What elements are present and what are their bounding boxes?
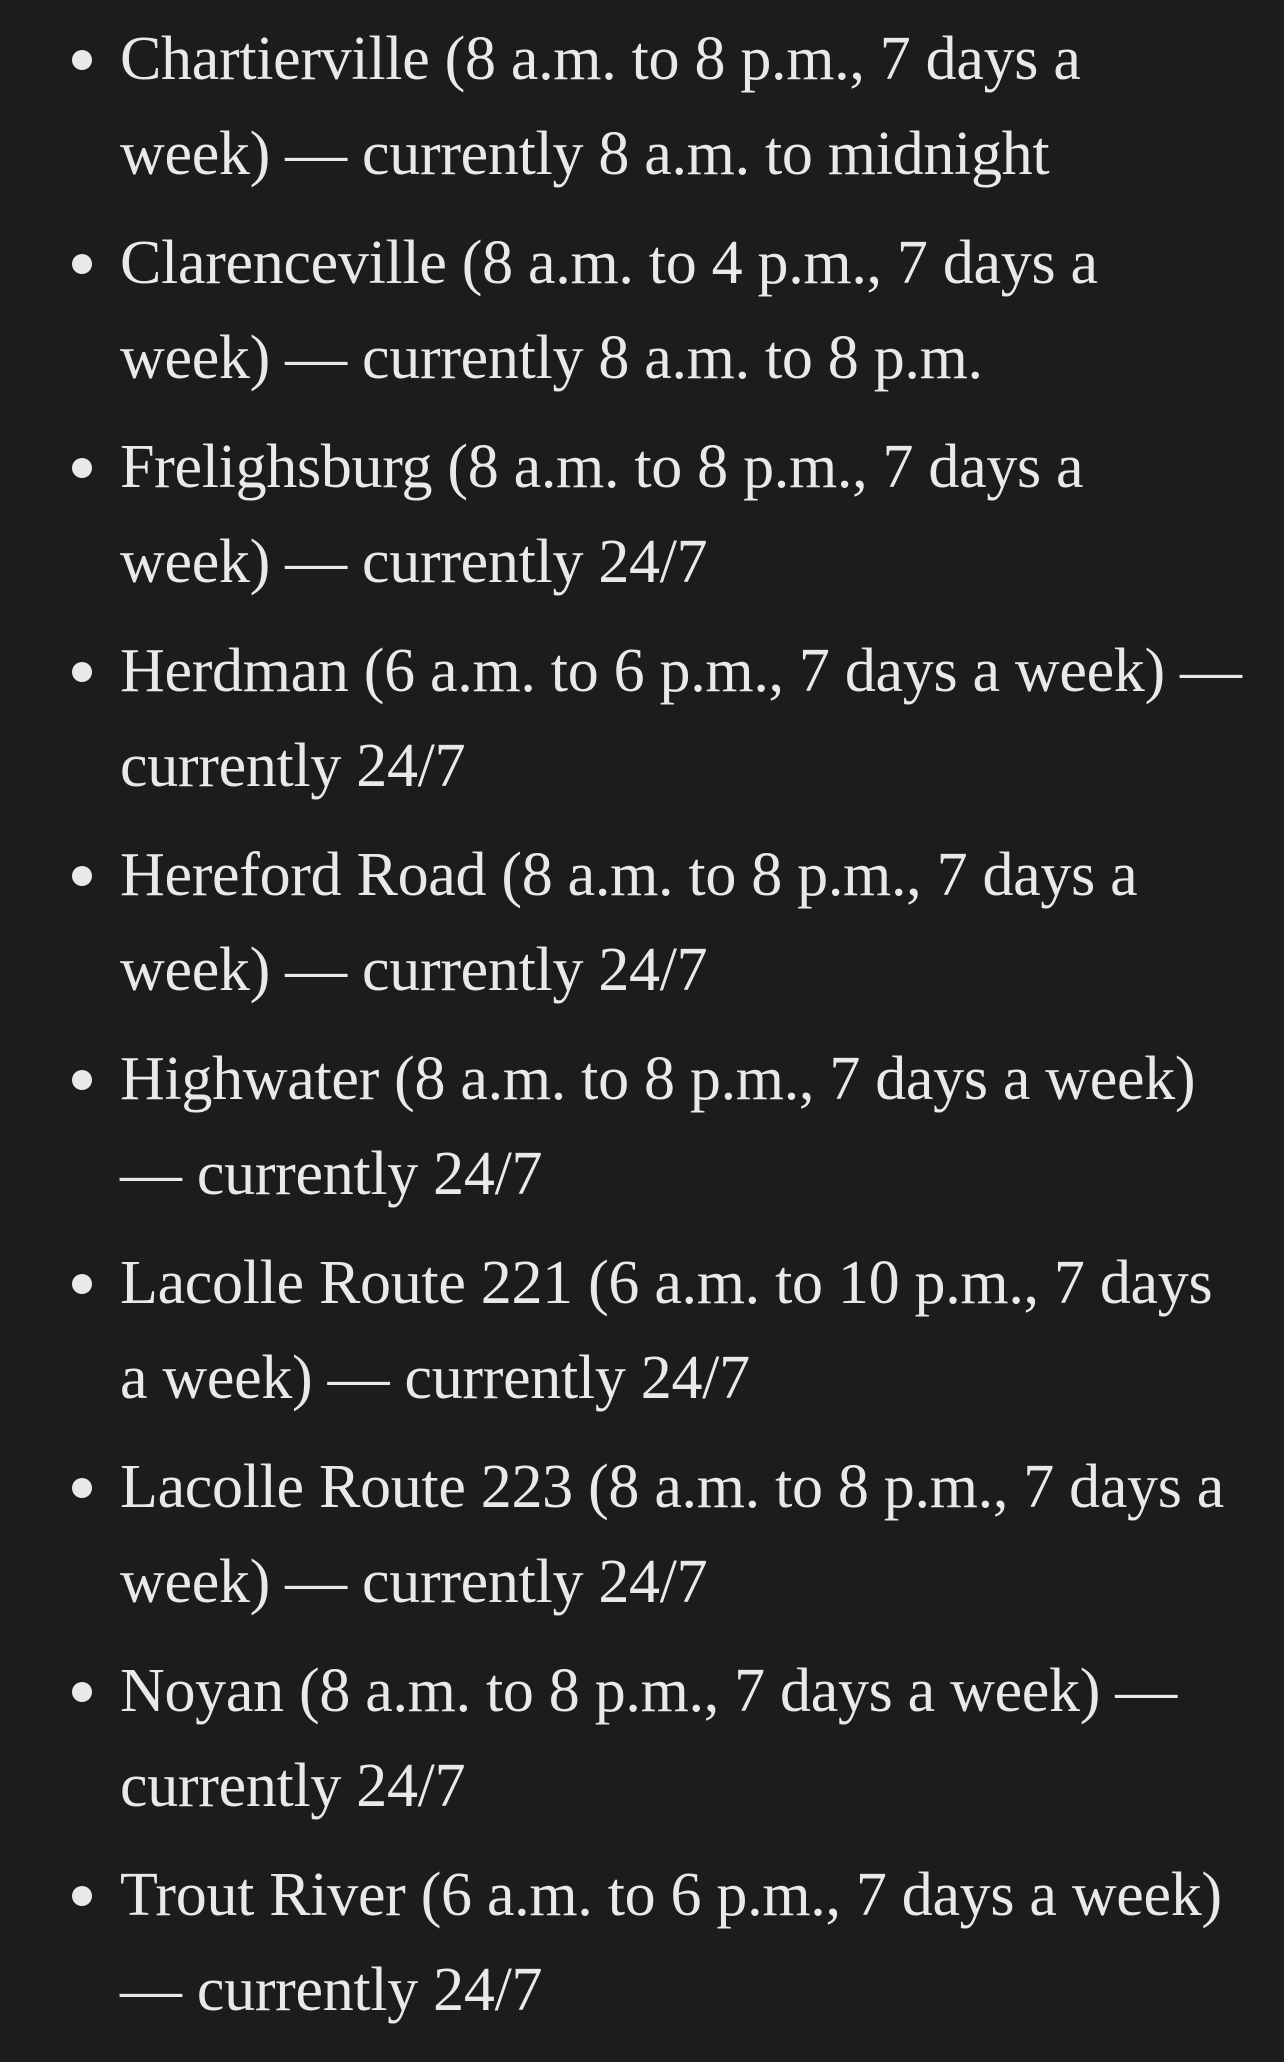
list-item-text: Lacolle Route 221 (6 a.m. to 10 p.m., 7 days a week) — currently 24/7	[120, 1249, 1213, 1412]
list-item	[0, 1848, 1284, 2038]
bullet-icon	[72, 458, 92, 478]
bullet-icon	[72, 1478, 92, 1498]
bullet-icon	[72, 1274, 92, 1294]
bullet-icon	[72, 866, 92, 886]
list-item-text: Highwater (8 a.m. to 8 p.m., 7 days a week) — currently 24/7	[120, 1045, 1196, 1208]
bullet-icon	[72, 1070, 92, 1090]
border-crossing-list	[0, 12, 1284, 2038]
bullet-icon	[72, 254, 92, 274]
list-item-text: Hereford Road (8 a.m. to 8 p.m., 7 days a week) — currently 24/7	[120, 841, 1138, 1004]
list-item	[0, 1440, 1284, 1630]
bullet-icon	[72, 1682, 92, 1702]
list-item	[0, 12, 1284, 202]
list-item	[0, 828, 1284, 1018]
list-item-text: Frelighsburg (8 a.m. to 8 p.m., 7 days a week) — currently 24/7	[120, 433, 1084, 596]
list-item	[0, 1236, 1284, 1426]
list-item	[0, 216, 1284, 406]
list-item	[0, 420, 1284, 610]
list-item-text: Noyan (8 a.m. to 8 p.m., 7 days a week) — currently 24/7	[120, 1657, 1177, 1820]
list-item-text: Chartierville (8 a.m. to 8 p.m., 7 days a week) — currently 8 a.m. to midnight	[120, 25, 1081, 188]
list-item	[0, 624, 1284, 814]
list-item-text: Lacolle Route 223 (8 a.m. to 8 p.m., 7 days a week) — currently 24/7	[120, 1453, 1224, 1616]
bullet-icon	[72, 50, 92, 70]
bullet-icon	[72, 662, 92, 682]
bullet-icon	[72, 1886, 92, 1906]
list-item-text: Herdman (6 a.m. to 6 p.m., 7 days a week) — currently 24/7	[120, 637, 1242, 800]
list-item-text: Trout River (6 a.m. to 6 p.m., 7 days a week) — currently 24/7	[120, 1861, 1222, 2024]
list-item-text: Clarenceville (8 a.m. to 4 p.m., 7 days a week) — currently 8 a.m. to 8 p.m.	[120, 229, 1098, 392]
list-item	[0, 1644, 1284, 1834]
list-item	[0, 1032, 1284, 1222]
